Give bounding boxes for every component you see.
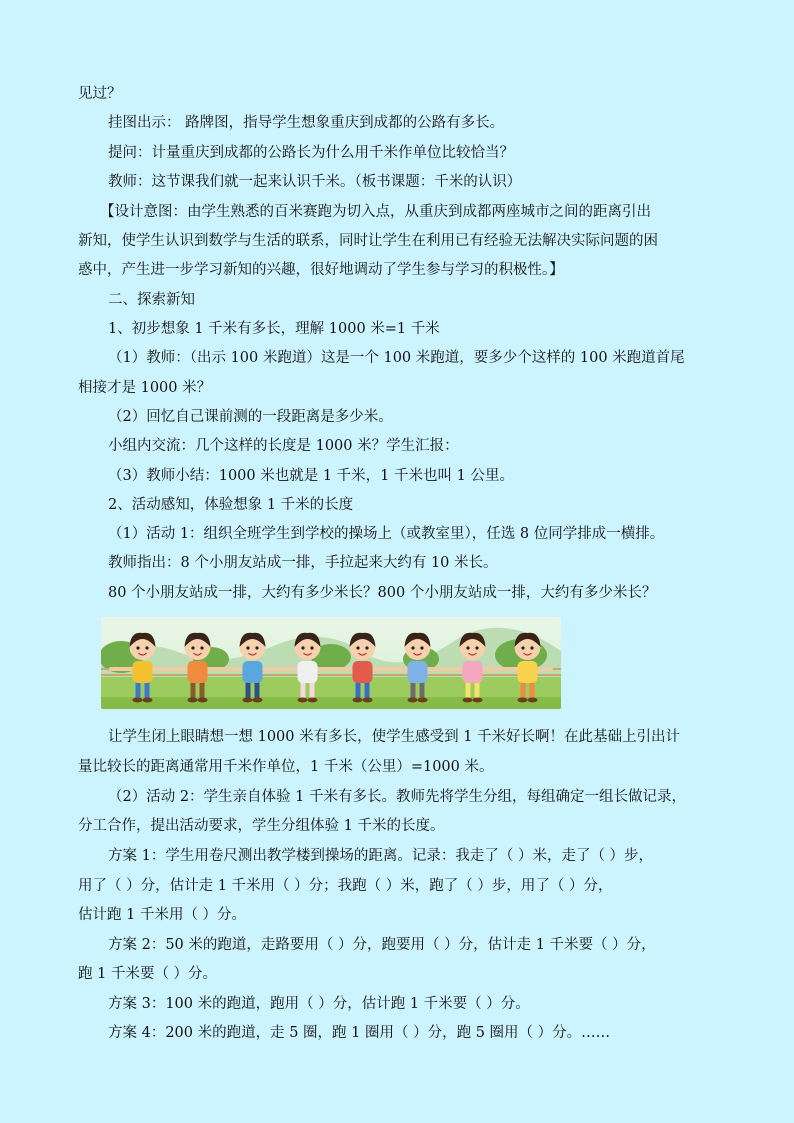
text-line: （2）活动 2：学生亲自体验 1 千米有多长。教师先将学生分组，每组确定一组长做记录， (108, 789, 686, 805)
text-line: 方案 4：200 米的跑道，走 5 圈，跑 1 圈用（ ）分，跑 5 圈用（ ）分。…… (108, 1025, 611, 1041)
text-line: 相接才是 1000 米？ (78, 380, 212, 396)
text-line: 用了（ ）分，估计走 1 千米用（ ）分；我跑（ ）米，跑了（ ）步，用了（ ）分， (78, 878, 613, 894)
text-line: 估计跑 1 千米用（ ）分。 (78, 907, 247, 923)
text-line: （1）教师：（出示 100 米跑道）这是一个 100 米跑道，要多少个这样的 100 米跑道首尾 (108, 350, 685, 366)
text-line: 1、初步想象 1 千米有多长，理解 1000 米=1 千米 (108, 321, 440, 337)
text-line: 新知，使学生认识到数学与生活的联系，同时让学生在利用已有经验无法解决实际问题的困 (78, 233, 658, 249)
text-line: 挂图出示： 路牌图，指导学生想象重庆到成都的公路有多长。 (108, 115, 505, 131)
text-line: 2、活动感知，体验想象 1 千米的长度 (108, 497, 354, 513)
text-line: 80 个小朋友站成一排，大约有多少米长？800 个小朋友站成一排，大约有多少米长？ (108, 585, 657, 601)
text-line: （3）教师小结：1000 米也就是 1 千米，1 千米也叫 1 公里。 (108, 468, 514, 484)
text-line: 提问：计量重庆到成都的公路长为什么用千米作单位比较恰当？ (108, 145, 514, 161)
text-line: 惑中，产生进一步学习新知的兴趣，很好地调动了学生参与学习的积极性。】 (78, 262, 564, 278)
section-heading: 二、探索新知 (108, 292, 195, 308)
text-line: 量比较长的距离通常用千米作单位，1 千米（公里）=1000 米。 (78, 759, 494, 775)
text-line: 教师指出：8 个小朋友站成一排，手拉起来大约有 10 米长。 (108, 555, 498, 571)
text-line: 跑 1 千米要（ ）分。 (78, 966, 218, 982)
children-holding-hands-illustration (101, 617, 561, 709)
text-line: 【设计意图：由学生熟悉的百米赛跑为切入点，从重庆到成都两座城市之间的距离引出 (100, 204, 651, 220)
text-line: 见过？ (78, 86, 122, 102)
text-line: 分工合作，提出活动要求，学生分组体验 1 千米的长度。 (78, 818, 445, 834)
text-line: 方案 2：50 米的跑道，走路要用（ ）分，跑要用（ ）分，估计走 1 千米要（ ）分， (108, 937, 656, 953)
text-line: （2）回忆自己课前测的一段距离是多少米。 (108, 409, 393, 425)
text-line: 方案 1：学生用卷尺测出教学楼到操场的距离。记录：我走了（ ）米，走了（ ）步， (108, 848, 654, 864)
text-line: 教师：这节课我们就一起来认识千米。（板书课题：千米的认识） (108, 174, 522, 190)
text-line: 小组内交流：几个这样的长度是 1000 米？学生汇报： (108, 438, 459, 454)
text-line: 让学生闭上眼睛想一想 1000 米有多长，使学生感受到 1 千米好长啊！在此基础上引出计 (108, 729, 681, 745)
text-line: （1）活动 1：组织全班学生到学校的操场上（或教室里），任选 8 位同学排成一横排。 (108, 526, 665, 542)
text-line: 方案 3：100 米的跑道，跑用（ ）分，估计跑 1 千米要（ ）分。 (108, 996, 530, 1012)
